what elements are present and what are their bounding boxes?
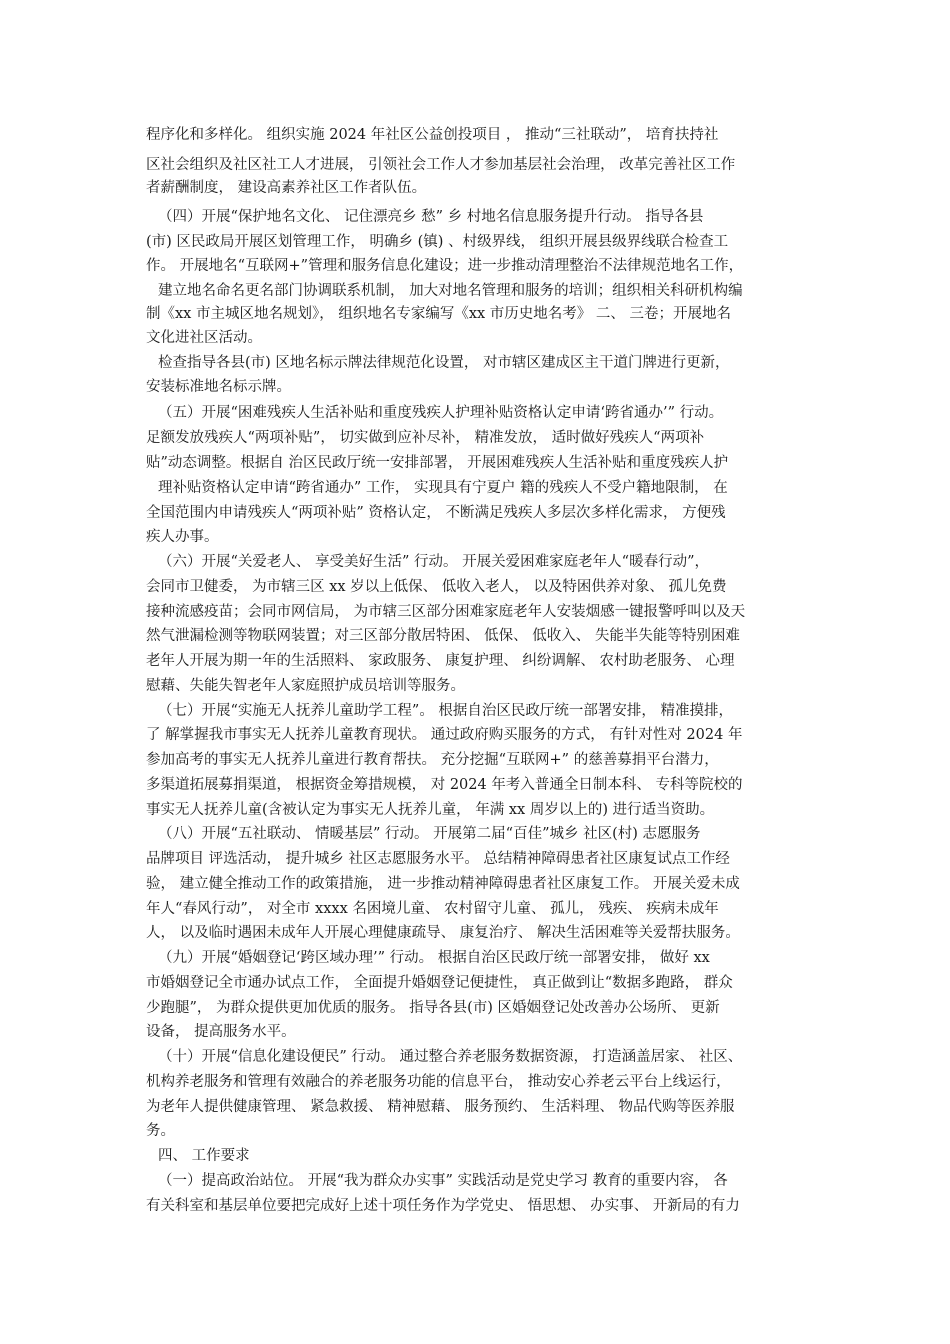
text-line: 然气泄漏检测等物联网装置；对三区部分散居特困、 低保、 低收入、 失能半失能等特别困难 — [146, 628, 740, 644]
text-line: 年人“春风行动”， 对全市 xxxx 名困境儿童、 农村留守儿童、 孤儿， 残疾、 疾病未成年 — [146, 901, 719, 917]
text-line: 建立地名命名更名部门协调联系机制， 加大对地名管理和服务的培训；组织相关科研机构编 — [158, 283, 743, 299]
text-line: 全国范围内申请残疾人“两项补贴” 资格认定， 不断满足残疾人多层次多样化需求， 方便残 — [146, 505, 726, 521]
text-line: 事实无人抚养儿童(含被认定为事实无人抚养儿童， 年满 xx 周岁以上的) 进行适当资助。 — [146, 802, 715, 818]
text-line: 者薪酬制度， 建设高素养社区工作者队伍。 — [146, 180, 427, 196]
text-line: 疾人办事。 — [146, 529, 219, 545]
paragraph-heading: （一）提高政治站位。 开展“我为群众办实事” 实践活动是党史学习 教育的重要内容， 各 — [158, 1173, 728, 1189]
section-heading: 四、 工作要求 — [158, 1148, 250, 1164]
text-line: 文化进社区活动。 — [146, 330, 262, 346]
text-line: 有关科室和基层单位要把完成好上述十项任务作为学党史、 悟思想、 办实事、 开新局的有力 — [146, 1198, 740, 1214]
text-line: 贴”动态调整。根据自 治区民政厅统一安排部署， 开展困难残疾人生活补贴和重度残疾人护 — [146, 455, 729, 471]
text-line: 市婚姻登记全市通办试点工作， 全面提升婚姻登记便捷性， 真正做到让“数据多跑路， 群众 — [146, 975, 733, 991]
paragraph-heading: （八）开展“五社联动、 情暖基层” 行动。 开展第二届“百佳”城乡 社区(村) 志愿服务 — [158, 826, 701, 842]
paragraph-heading: （十）开展“信息化建设便民” 行动。 通过整合养老服务数据资源， 打造涵盖居家、 社区、 — [158, 1049, 743, 1065]
text-line: 人， 以及临时遇困未成年人开展心理健康疏导、 康复治疗、 解决生活困难等关爱帮扶服务。 — [146, 925, 740, 941]
text-line: 检查指导各县(市) 区地名标示牌法律规范化设置， 对市辖区建成区主干道门牌进行更新， — [158, 355, 730, 371]
paragraph-heading: （五）开展“困难残疾人生活补贴和重度残疾人护理补贴资格认定申请‘跨省通办’” 行动。 — [158, 405, 724, 421]
text-line: 接种流感疫苗；会同市网信局， 为市辖三区部分困难家庭老年人安装烟感一键报警呼叫以及天 — [146, 604, 746, 620]
text-line: 验， 建立健全推动工作的政策措施， 进一步推动精神障碍患者社区康复工作。 开展关爱未成 — [146, 876, 740, 892]
text-line: 慰藉、失能失智老年人家庭照护成员培训等服务。 — [146, 678, 465, 694]
text-line: 少跑腿”， 为群众提供更加优质的服务。 指导各县(市) 区婚姻登记处改善办公场所、 更新 — [146, 1000, 720, 1016]
text-line: 会同市卫健委， 为市辖三区 xx 岁以上低保、 低收入老人， 以及特困供养对象、 孤儿免费 — [146, 579, 727, 595]
paragraph-heading: （四）开展“保护地名文化、 记住漂亮乡 愁” 乡 村地名信息服务提升行动。 指导各县 — [158, 209, 704, 225]
text-line: 安装标准地名标示牌。 — [146, 379, 291, 395]
text-line: 区社会组织及社区社工人才进展， 引领社会工作人才参加基层社会治理， 改革完善社区工作 — [146, 157, 736, 173]
text-line: 设备， 提高服务水平。 — [146, 1024, 296, 1040]
paragraph-heading: （九）开展“婚姻登记‘跨区域办理’” 行动。 根据自治区民政厅统一部署安排， 做好 xx — [158, 950, 710, 966]
text-line: (市) 区民政局开展区划管理工作， 明确乡 (镇) 、村级界线， 组织开展县级界线联合检查工 — [146, 234, 729, 250]
text-line: 制《xx 市主城区地名规划》， 组织地名专家编写《xx 市历史地名考》 二、 三卷；开展地名 — [146, 306, 732, 322]
text-line: 了 解掌握我市事实无人抚养儿童教育现状。 通过政府购买服务的方式， 有针对性对 2024 年 — [146, 727, 743, 743]
paragraph-heading: （六）开展“关爱老人、 享受美好生活” 行动。 开展关爱困难家庭老年人“暖春行动”， — [158, 554, 709, 570]
text-line: 为老年人提供健康管理、 紧急救援、 精神慰藉、 服务预约、 生活料理、 物品代购等医养服 — [146, 1099, 735, 1115]
text-line: 多渠道拓展募捐渠道， 根据资金筹措规模， 对 2024 年考入普通全日制本科、 专科等院校的 — [146, 777, 743, 793]
text-line: 品牌项目 评选活动， 提升城乡 社区志愿服务水平。 总结精神障碍患者社区康复试点工作经 — [146, 851, 730, 867]
text-line: 程序化和多样化。 组织实施 2024 年社区公益创投项目 ， 推动“三社联动”， 培育扶持社 — [146, 127, 719, 143]
text-line: 理补贴资格认定申请“跨省通办” 工作， 实现具有宁夏户 籍的残疾人不受户籍地限制， 在 — [158, 480, 728, 496]
text-line: 机构养老服务和管理有效融合的养老服务功能的信息平台， 推动安心养老云平台上线运行， — [146, 1074, 731, 1090]
text-line: 务。 — [146, 1123, 175, 1139]
paragraph-heading: （七）开展“实施无人抚养儿童助学工程”。 根据自治区民政厅统一部署安排， 精准摸排， — [158, 703, 734, 719]
text-line: 参加高考的事实无人抚养儿童进行教育帮扶。 充分挖掘“互联网+” 的慈善募捐平台潜力， — [146, 752, 719, 768]
text-line: 作。 开展地名“互联网+”管理和服务信息化建设；进一步推动清理整治不法律规范地名工作， — [146, 258, 744, 274]
text-line: 老年人开展为期一年的生活照料、 家政服务、 康复护理、 纠纷调解、 农村助老服务、 心理 — [146, 653, 735, 669]
text-line: 足额发放残疾人“两项补贴”， 切实做到应补尽补， 精准发放， 适时做好残疾人“两项补 — [146, 430, 705, 446]
